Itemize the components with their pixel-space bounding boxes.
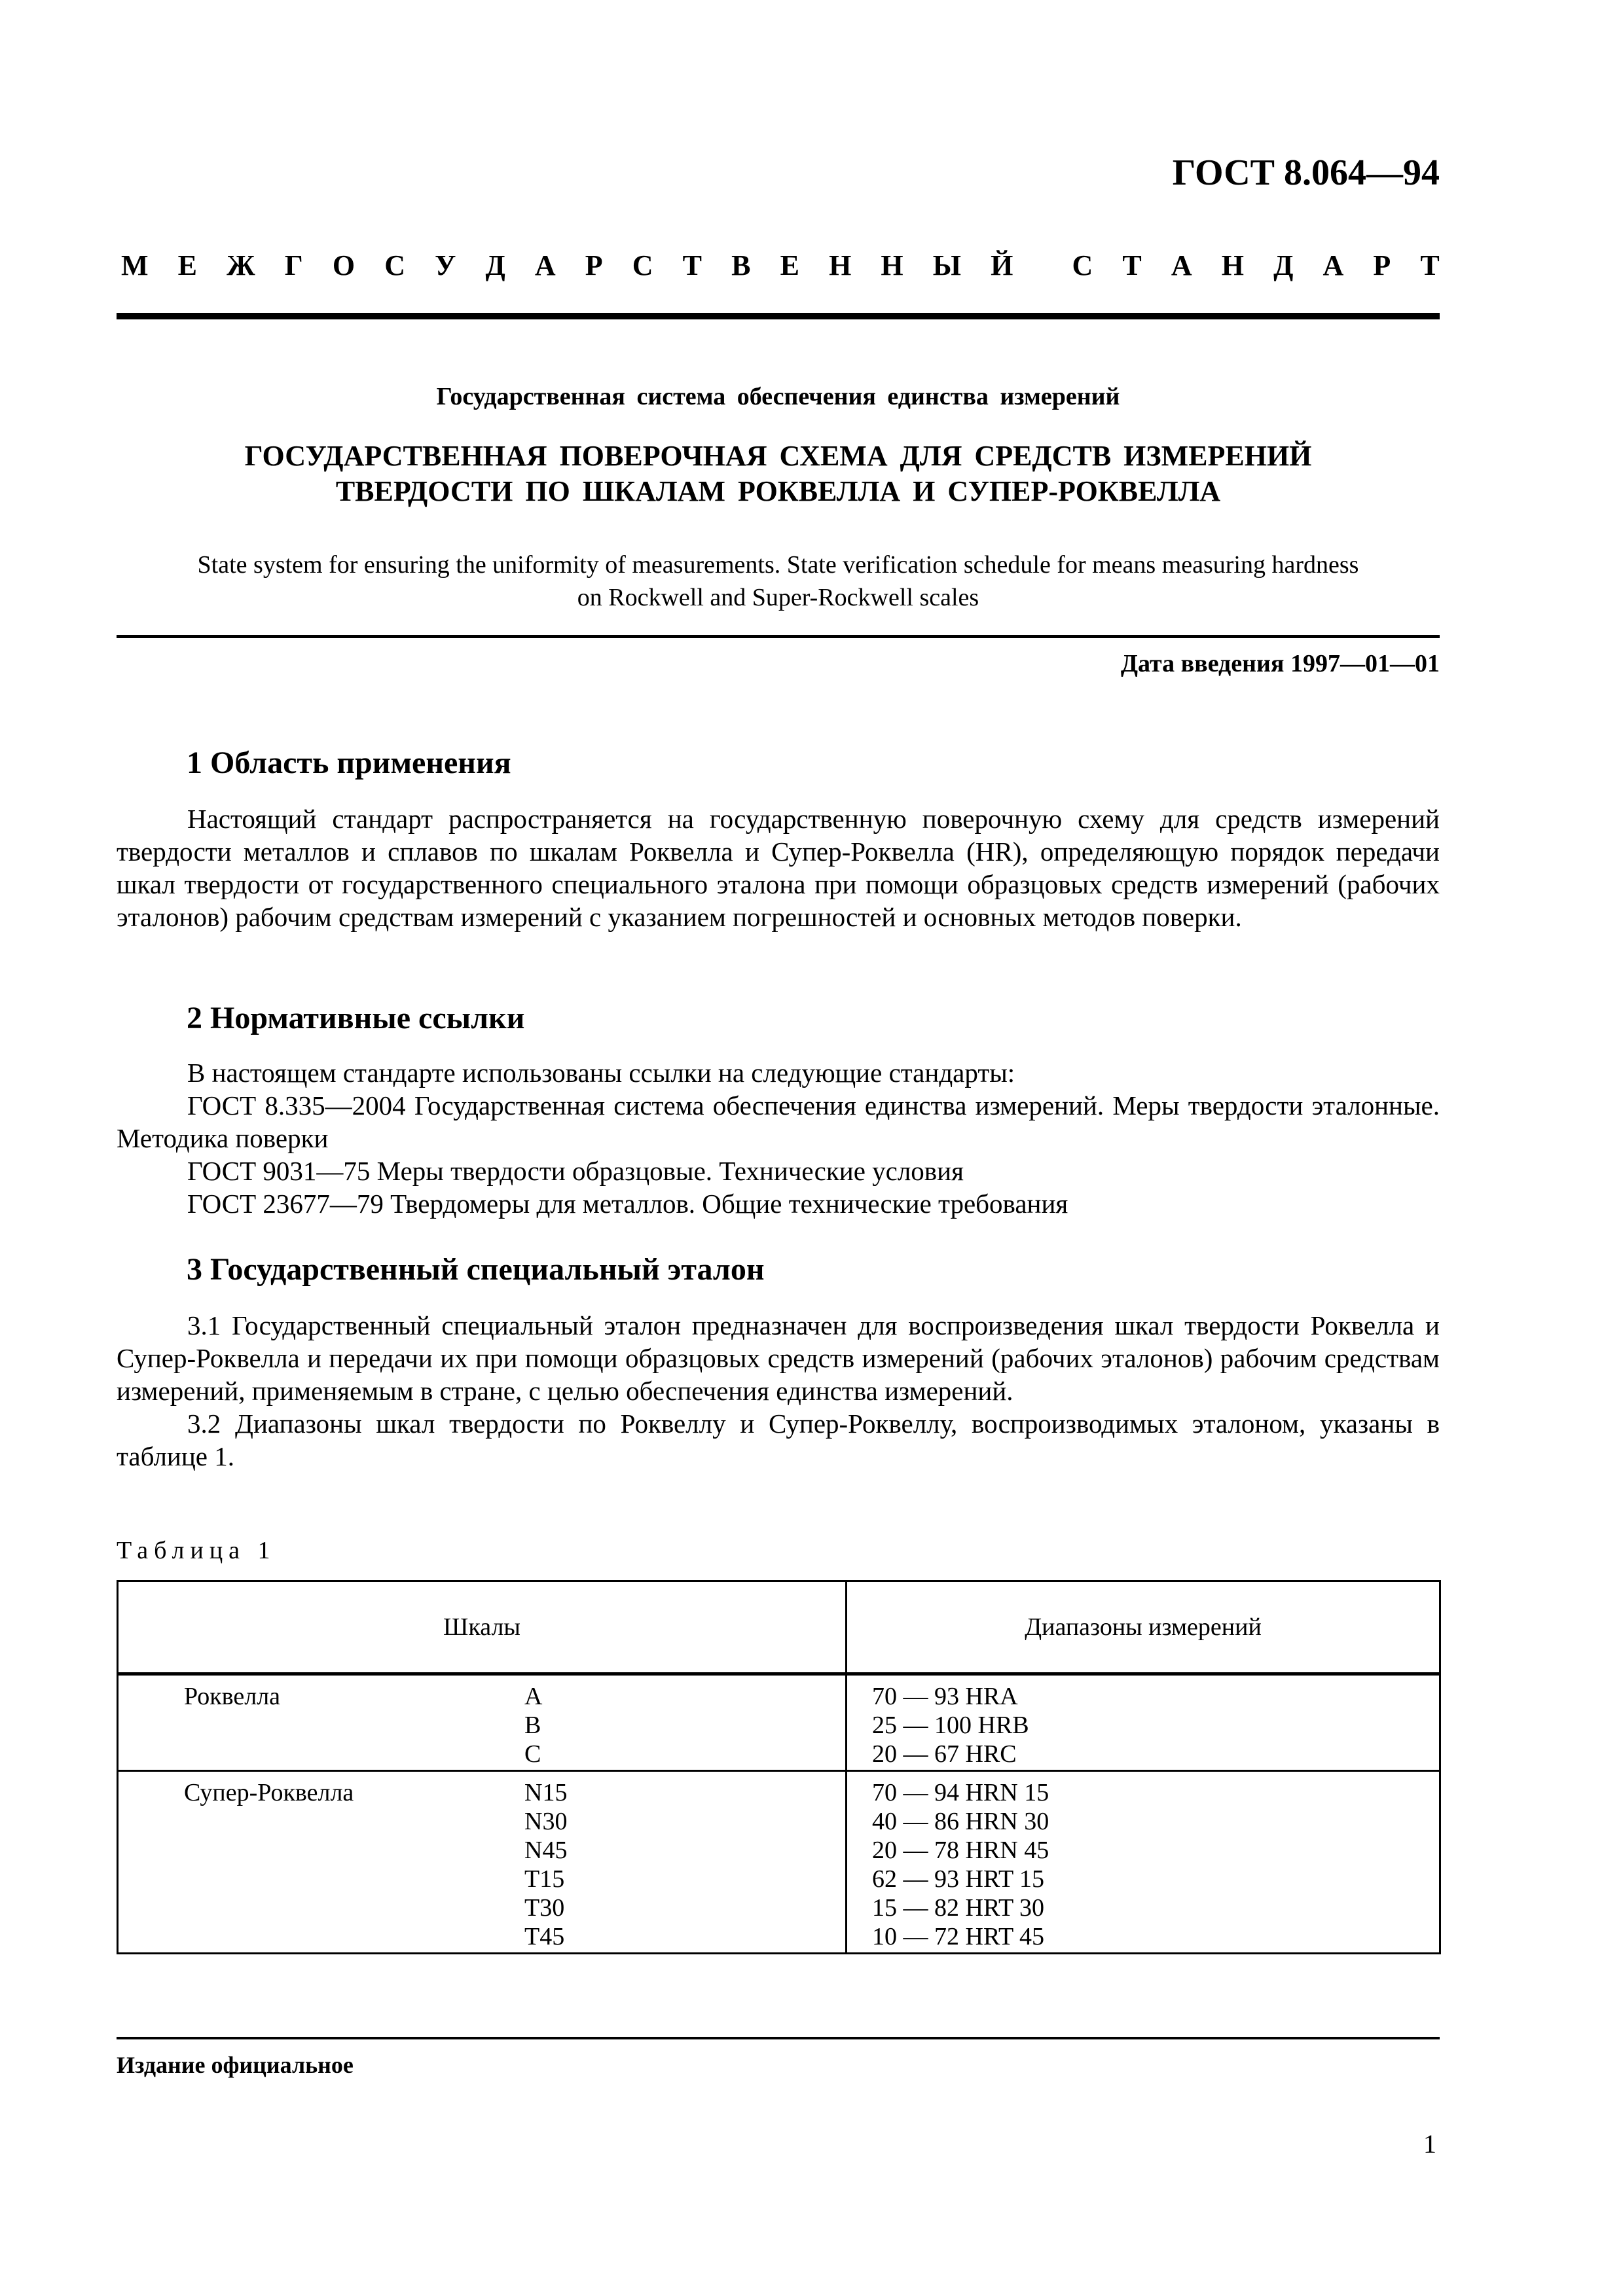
banner-letter: С bbox=[384, 249, 405, 281]
scale-letter: A bbox=[524, 1683, 543, 1710]
scale-letters bbox=[524, 1682, 542, 1768]
banner-letter: Ы bbox=[932, 249, 961, 281]
scale-group-name: Супер-Роквелла bbox=[184, 1779, 354, 1806]
banner-letter: Н bbox=[881, 249, 903, 281]
scale-cell bbox=[118, 1771, 847, 1954]
scale-letters bbox=[524, 1778, 567, 1951]
reference-item: ГОСТ 23677—79 Твердомеры для металлов. Общие технические требования bbox=[187, 1189, 1068, 1219]
section-2-intro: В настоящем стандарте использованы ссылки на следующие стандарты: bbox=[187, 1058, 1015, 1088]
banner-letter: В bbox=[731, 249, 751, 281]
table-caption: Таблица 1 bbox=[117, 1537, 276, 1564]
banner-letter: Н bbox=[1221, 249, 1245, 281]
hardness-scales-table bbox=[117, 1580, 1441, 1954]
column-header-scales: Шкалы bbox=[118, 1581, 847, 1674]
section-1-paragraph: Настоящий стандарт распространяется на государственную поверочную схему для средств измерений твердости металлов и сплавов по шкалам Роквелла и Супер-Роквелла (HR), определяющую порядок передачи шкал твердости от государственного специального эталона при помощи образцовых средств измерений (рабочих эталонов) рабочим средствам измерений с указанием погрешностей и основных методов поверки. bbox=[117, 804, 1440, 932]
header-divider bbox=[117, 313, 1440, 319]
banner-letter: Ж bbox=[227, 249, 255, 281]
section-3-paragraph-1: 3.1 Государственный специальный эталон предназначен для воспроизведения шкал твердости Роквелла и Супер-Роквелла и передачи их при помощи образцовых средств измерений (рабочих эталонов) рабочим средствам измерений, применяемым в стране, с целью обеспечения единства измерений. bbox=[117, 1310, 1440, 1406]
banner-letter: С bbox=[632, 249, 653, 281]
section-1-heading: 1 Область применения bbox=[187, 745, 511, 780]
banner-letter: О bbox=[332, 249, 356, 281]
page-number: 1 bbox=[1423, 2129, 1436, 2159]
document-title bbox=[117, 439, 1440, 509]
title-line-2: ТВЕРДОСТИ ПО ШКАЛАМ РОКВЕЛЛА И СУПЕР-РОКВЕЛЛА bbox=[335, 475, 1221, 507]
section-3-body bbox=[117, 1309, 1440, 1473]
english-title-line-2: on Rockwell and Super-Rockwell scales bbox=[577, 584, 979, 611]
range-value: 70 — 93 HRA bbox=[872, 1683, 1018, 1710]
banner-letter: Т bbox=[1420, 249, 1440, 281]
banner-letter: С bbox=[1072, 249, 1093, 281]
system-subtitle: Государственная система обеспечения единства измерений bbox=[436, 383, 1120, 410]
section-1-body bbox=[117, 802, 1440, 933]
banner-letter: Р bbox=[585, 249, 603, 281]
banner-letter: Г bbox=[284, 249, 303, 281]
banner-letter: Е bbox=[780, 249, 799, 281]
section-3-paragraph-2: 3.2 Диапазоны шкал твердости по Роквеллу и Супер-Роквеллу, воспроизводимых эталоном, указаны в таблице 1. bbox=[117, 1408, 1440, 1471]
banner-letter: М bbox=[121, 249, 149, 281]
title-divider bbox=[117, 635, 1440, 638]
range-cell bbox=[847, 1674, 1440, 1771]
scale-letter: C bbox=[524, 1740, 541, 1768]
banner-letter: Й bbox=[991, 249, 1013, 281]
scale-letter: N15 bbox=[524, 1779, 568, 1806]
banner-letter: Н bbox=[829, 249, 852, 281]
banner-letter: А bbox=[1322, 249, 1344, 281]
section-2-heading: 2 Нормативные ссылки bbox=[187, 1001, 525, 1035]
range-value: 62 — 93 HRT 15 bbox=[872, 1865, 1045, 1893]
range-value: 25 — 100 HRB bbox=[872, 1712, 1029, 1739]
range-value: 15 — 82 HRT 30 bbox=[872, 1894, 1045, 1922]
scale-letter: B bbox=[524, 1712, 541, 1739]
title-line-1: ГОСУДАРСТВЕННАЯ ПОВЕРОЧНАЯ СХЕМА ДЛЯ СРЕДСТВ ИЗМЕРЕНИЙ bbox=[244, 440, 1312, 472]
banner-letter: Д bbox=[1273, 249, 1294, 281]
banner-letter: Р bbox=[1373, 249, 1391, 281]
table-row bbox=[118, 1674, 1440, 1771]
banner-letter: А bbox=[534, 249, 556, 281]
range-value: 20 — 67 HRC bbox=[872, 1740, 1017, 1768]
reference-item: ГОСТ 8.335—2004 Государственная система обеспечения единства измерений. Меры твердости эталонные. Методика поверки bbox=[117, 1090, 1440, 1153]
introduction-date: Дата введения 1997—01—01 bbox=[1120, 650, 1440, 677]
range-cell bbox=[847, 1771, 1440, 1954]
scale-letter: N30 bbox=[524, 1808, 568, 1835]
banner-letter: У bbox=[435, 249, 456, 281]
banner-letter: Т bbox=[1122, 249, 1142, 281]
banner-letter: Т bbox=[682, 249, 702, 281]
table-row bbox=[118, 1771, 1440, 1954]
range-value: 10 — 72 HRT 45 bbox=[872, 1923, 1045, 1950]
english-title-line-1: State system for ensuring the uniformity of measurements. State verification schedule for means measuring hardness bbox=[197, 551, 1359, 579]
scale-group-name: Роквелла bbox=[184, 1683, 281, 1710]
reference-item: ГОСТ 9031—75 Меры твердости образцовые. Технические условия bbox=[187, 1156, 964, 1186]
range-value: 20 — 78 HRN 45 bbox=[872, 1837, 1049, 1864]
scale-letter: T15 bbox=[524, 1865, 565, 1893]
scale-letter: N45 bbox=[524, 1837, 568, 1864]
banner-letter: Е bbox=[177, 249, 197, 281]
banner-letter: Д bbox=[485, 249, 505, 281]
range-value: 40 — 86 HRN 30 bbox=[872, 1808, 1049, 1835]
scale-cell bbox=[118, 1674, 847, 1771]
section-2-body bbox=[117, 1056, 1440, 1220]
column-header-ranges: Диапазоны измерений bbox=[847, 1581, 1440, 1674]
scale-letter: T45 bbox=[524, 1923, 565, 1950]
section-3-heading: 3 Государственный специальный эталон bbox=[187, 1252, 765, 1287]
footer-divider bbox=[117, 2037, 1440, 2039]
interstate-standard-banner bbox=[121, 249, 1440, 282]
official-edition-label: Издание официальное bbox=[117, 2052, 354, 2078]
english-title bbox=[117, 548, 1440, 614]
scale-letter: T30 bbox=[524, 1894, 565, 1922]
range-value: 70 — 94 HRN 15 bbox=[872, 1779, 1049, 1806]
banner-letter: А bbox=[1171, 249, 1192, 281]
document-number: ГОСТ 8.064—94 bbox=[1172, 152, 1440, 193]
